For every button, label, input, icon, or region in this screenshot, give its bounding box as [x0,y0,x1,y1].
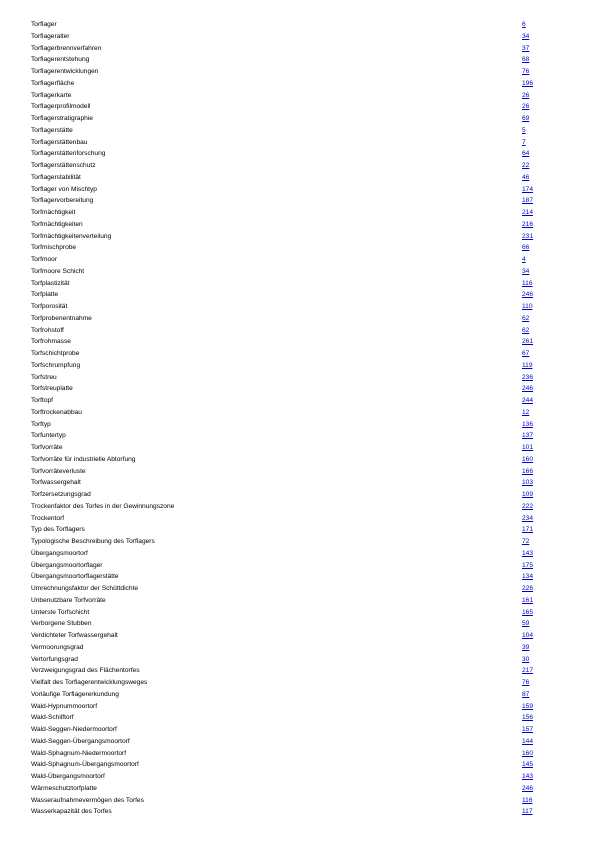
index-entry [31,113,541,125]
index-entry [31,618,541,630]
index-entry [31,184,541,196]
index-term: Wasserkapazität des Torfes [31,808,112,816]
page-number-link[interactable]: 261 [522,338,534,346]
index-term: Wald-Sphagnum-Niedermoortorf [31,749,127,757]
index-term: Torfmächtigkeiten [31,220,83,228]
page-number-link[interactable]: 157 [522,726,534,733]
index-entry [31,665,541,677]
index-entry [31,383,541,395]
index-term: Torflagerentwicklungen [31,68,99,75]
page-number-link[interactable]: 12 [522,408,530,416]
page-number-link[interactable]: 37 [522,44,530,52]
index-term: Torfstreu [31,373,57,381]
index-entry [31,524,541,536]
index-term: Torflager von Mischtyp [31,185,97,193]
page-number-link[interactable]: 22 [522,162,530,169]
page-number-link[interactable]: 104 [522,632,534,639]
index-entry [31,336,541,348]
page-number-link[interactable]: 175 [522,561,534,569]
index-term: Torflagerentstehung [31,56,90,64]
index-term: Torflageralter [31,32,70,40]
index-term: Torfvorräte [31,444,63,451]
index-term: Wärmeschutztorfplatte [31,784,97,792]
page-number-link[interactable]: 116 [522,279,533,287]
index-entry [31,19,541,31]
page-number-link[interactable]: 34 [522,267,530,275]
index-term: Torfplastizität [31,279,70,287]
page-number-link[interactable]: 26 [522,103,530,111]
index-entry [31,583,541,595]
page-number-link[interactable]: 101 [522,444,534,451]
index-term: Torflagerstättenschutz [31,162,96,169]
page-number-link[interactable]: 217 [522,667,534,675]
index-entry [31,630,541,642]
index-entry [31,501,541,513]
index-term: Torflagerfläche [31,79,75,87]
index-entry [31,419,541,431]
index-term: Torfschrumpfung [31,361,81,369]
index-entry [31,254,541,266]
index-entry [31,78,541,90]
index-term: Torfschichtprobe [31,350,80,357]
page-number-link[interactable]: 137 [522,432,534,440]
index-term: Vermoorungsgrad [31,643,84,651]
page-number-link[interactable]: 117 [522,808,533,816]
page-number-link[interactable]: 62 [522,326,530,334]
index-entry [31,607,541,619]
page-number-link[interactable]: 196 [522,79,534,87]
page-number-link[interactable]: 234 [522,514,534,522]
index-term: Torflager [31,21,57,28]
index-term: Wald-Sphagnum-Übergangsmoortorf [31,761,139,769]
index-entry [31,489,541,501]
index-entry [31,278,541,290]
index-term: Torftyp [31,420,51,428]
index-term: Torflagerkarte [31,91,72,99]
page-number-link[interactable]: 246 [522,291,534,299]
index-entry [31,548,541,560]
index-term: Torflagerbrennverfahren [31,44,102,52]
index-term: Torfmächtigkeitenverteilung [31,232,112,240]
index-term: Unterste Torfschicht [31,608,90,616]
index-entry [31,783,541,795]
index-entry [31,477,541,489]
index-term: Wald-Schilftorf [31,714,74,722]
index-entry [31,454,541,466]
page-number-link[interactable]: 66 [522,244,530,252]
index-term: Wald-Hypnummoortorf [31,702,98,710]
page-number-link[interactable]: 214 [522,209,534,216]
index-entry [31,160,541,172]
page-number-link[interactable]: 136 [522,420,534,428]
page-number-link[interactable]: 5 [522,126,526,134]
index-term: Trockenfaktor des Torfes in der Gewinnungszone [31,502,175,510]
index-entry [31,442,541,454]
page-number-link[interactable]: 143 [522,549,534,557]
index-entry [31,795,541,807]
index-entry [31,266,541,278]
page-number-link[interactable]: 76 [522,679,530,686]
index-entry [31,289,541,301]
page-number-link[interactable]: 62 [522,314,530,322]
index-term: Torflagerstätte [31,126,73,134]
page-number-link[interactable]: 174 [522,185,534,193]
page-number-link[interactable]: 165 [522,608,534,616]
index-term: Torfvorräteverluste [31,467,86,475]
index-list [31,19,541,818]
page-number-link[interactable]: 144 [522,737,534,745]
index-entry [31,513,541,525]
index-entry [31,348,541,360]
index-entry [31,231,541,243]
index-entry [31,101,541,113]
page-number-link[interactable]: 6 [522,21,526,28]
page-number-link[interactable]: 109 [522,491,534,498]
index-term: Umrechnungsfaktor der Schüttdichte [31,585,139,592]
index-term: Typ des Torflagers [31,526,85,534]
page-number-link[interactable]: 69 [522,115,530,122]
index-entry [31,195,541,207]
index-term: Vorläufige Torflagererkundung [31,690,119,698]
index-entry [31,759,541,771]
index-term: Wald-Übergangsmoortorf [31,773,105,780]
page-number-link[interactable]: 4 [522,256,526,263]
index-entry [31,31,541,43]
index-term: Vielfalt des Torflagerentwicklungsweges [31,679,148,686]
index-term: Vertorfungsgrad [31,655,78,663]
index-entry [31,242,541,254]
index-term: Torfmoore Schicht [31,267,85,275]
index-term: Torflagerprofilmodell [31,103,91,111]
index-term: Torftopf [31,397,53,404]
page-number-link[interactable]: 160 [522,749,534,757]
index-term: Torfrohmasse [31,338,71,346]
index-entry [31,689,541,701]
index-entry [31,313,541,325]
index-term: Torfprobenentnahme [31,314,92,322]
index-term: Wasseraufnahmevermögen des Torfes [31,796,144,804]
index-term: Torflagervorbereitung [31,197,94,205]
index-term: Verzweigungsgrad des Flächentorfes [31,667,140,675]
page-number-link[interactable]: 187 [522,197,534,205]
index-term: Torfmischprobe [31,244,77,252]
index-term: Torfmoor [31,256,58,263]
page-number-link[interactable]: 143 [522,773,534,780]
index-entry [31,219,541,231]
page-number-link[interactable]: 246 [522,385,534,393]
page-number-link[interactable]: 46 [522,173,530,181]
index-entry [31,207,541,219]
page-number-link[interactable]: 87 [522,690,530,698]
index-term: Torfmächtigkeit [31,209,76,216]
index-term: Torftrockenabbau [31,408,82,416]
index-entry [31,560,541,572]
index-entry [31,806,541,818]
page-number-link[interactable]: 64 [522,150,530,158]
index-entry [31,301,541,313]
index-entry [31,325,541,337]
page-number-link[interactable]: 226 [522,585,534,592]
index-term: Torfvorräte für industrielle Abtorfung [31,455,136,463]
index-term: Torfporosität [31,303,68,310]
page-number-link[interactable]: 231 [522,232,534,240]
page-number-link[interactable]: 159 [522,702,534,710]
page-number-link[interactable]: 103 [522,479,534,487]
index-entry [31,571,541,583]
index-entry [31,137,541,149]
index-entry [31,90,541,102]
page-number-link[interactable]: 110 [522,303,533,310]
index-entry [31,642,541,654]
index-entry [31,148,541,160]
index-term: Wald-Seggen-Übergangsmoortorf [31,737,130,745]
index-entry [31,771,541,783]
index-term: Verdichteter Torfwassergehalt [31,632,118,639]
index-entry [31,712,541,724]
page-number-link[interactable]: 171 [522,526,534,534]
page-number-link[interactable]: 166 [522,467,534,475]
page-number-link[interactable]: 116 [522,796,533,804]
page-number-link[interactable]: 119 [522,361,533,369]
index-entry [31,736,541,748]
index-entry [31,748,541,760]
index-entry [31,125,541,137]
index-entry [31,172,541,184]
index-term: Übergangsmoortorf [31,549,88,557]
page-number-link[interactable]: 34 [522,32,530,40]
page-number-link[interactable]: 59 [522,620,530,628]
page-number-link[interactable]: 156 [522,714,534,722]
page-number-link[interactable]: 246 [522,784,534,792]
page-number-link[interactable]: 244 [522,397,534,404]
index-entry [31,407,541,419]
index-entry [31,372,541,384]
index-term: Torfzersetzungsgrad [31,491,91,498]
index-term: Torflagerstättenforschung [31,150,106,158]
page-number-link[interactable]: 236 [522,373,534,381]
page-number-link[interactable]: 30 [522,655,530,663]
index-term: Übergangsmoortorflagerstätte [31,573,119,581]
page-number-link[interactable]: 145 [522,761,534,769]
index-term: Übergangsmoortorflager [31,561,103,569]
index-entry [31,536,541,548]
index-entry [31,654,541,666]
page-number-link[interactable]: 216 [522,220,534,228]
page-number-link[interactable]: 68 [522,56,530,64]
index-term: Typologische Beschreibung des Torflagers [31,538,155,545]
page-number-link[interactable]: 7 [522,138,526,146]
index-term: Torfrohstoff [31,326,64,334]
index-term: Unbenutzbare Torfvorräte [31,596,106,604]
index-term: Verborgene Stubben [31,620,92,628]
page-number-link[interactable]: 26 [522,91,530,99]
index-term: Trockentorf [31,514,65,522]
index-entry [31,43,541,55]
index-entry [31,54,541,66]
index-term: Wald-Seggen-Niedermoortorf [31,726,117,733]
page-number-link[interactable]: 160 [522,455,534,463]
page-number-link[interactable]: 76 [522,68,530,75]
page-number-link[interactable]: 134 [522,573,534,581]
index-term: Torfplatte [31,291,59,299]
index-term: Torfuntertyp [31,432,66,440]
index-term: Torflagerstättenbau [31,138,88,146]
index-term: Torfwassergehalt [31,479,81,487]
index-term: Torflagerstabilität [31,173,81,181]
index-entry [31,595,541,607]
index-entry [31,724,541,736]
page-number-link[interactable]: 67 [522,350,530,357]
index-entry [31,66,541,78]
index-entry [31,430,541,442]
page-number-link[interactable]: 222 [522,502,534,510]
page-number-link[interactable]: 39 [522,643,530,651]
index-entry [31,701,541,713]
index-entry [31,677,541,689]
page-number-link[interactable]: 72 [522,538,530,545]
index-term: Torflagerstratigraphie [31,115,93,122]
index-entry [31,395,541,407]
page-number-link[interactable]: 161 [522,596,534,604]
index-entry [31,360,541,372]
index-term: Torfstreuplatte [31,385,73,393]
index-entry [31,466,541,478]
